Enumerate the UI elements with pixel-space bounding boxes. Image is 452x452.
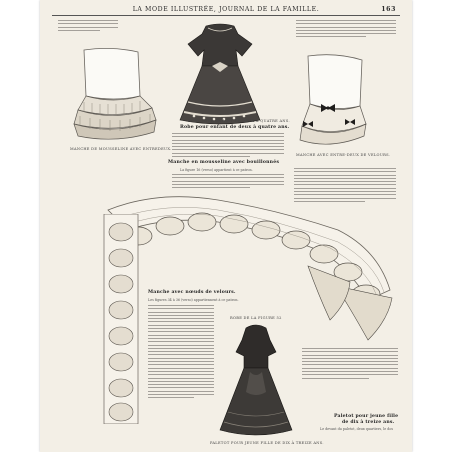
velours-sleeve-illustration [280, 52, 380, 152]
lace-sleeve-strip-illustration [98, 214, 144, 424]
text-column-top-right [296, 20, 396, 40]
heading-robe: Robe pour enfant de deux à quatre ans. [180, 125, 290, 130]
heading-manche-mousseline: Manche en mousseline avec bouillonnés [168, 160, 280, 165]
heading-manche-velours: Manche avec nœuds de velours. [148, 290, 236, 295]
text-manche-mousseline [172, 174, 284, 190]
heading-paletot: Paletot pour jeune fille [334, 414, 399, 419]
text-robe [172, 133, 284, 159]
caption-sleeve-right: MANCHE AVEC ENTRE-DEUX DE VELOURS. [296, 153, 391, 157]
mousseline-sleeve-illustration [66, 46, 162, 144]
text-manche-velours [148, 305, 214, 401]
magazine-page [40, 0, 412, 452]
subheading-manche-mousseline: La figure 16 (verso) appartient à ce patron. [180, 168, 253, 172]
text-column-bottom-right [302, 348, 398, 381]
caption-dress-bottom-top: ROBE DE LA FIGURE 52 [230, 316, 282, 320]
caption-dress-top: ROBE POUR ENFANT DE DEUX À QUATRE ANS. [188, 119, 290, 123]
header-rule [52, 15, 400, 16]
caption-dress-bottom: PALETOT POUR JEUNE FILLE DE DIX À TREIZE ANS. [210, 441, 324, 445]
heading-paletot-sub: de dix à treize ans. [342, 420, 395, 425]
caption-sleeve-left: MANCHE DE MOUSSELINE AVEC ENTREDEUX. [70, 147, 172, 151]
paletot-dress-illustration [216, 322, 296, 440]
text-column-top-left [58, 20, 118, 33]
subheading-manche-velours: Les figures 34 à 36 (verso) appartiennent à ce patron. [148, 298, 239, 302]
child-dress-illustration [168, 22, 272, 126]
page-number: 163 [381, 6, 396, 13]
subheading-paletot: Le devant du paletot, deux quartiers, le dos [320, 427, 394, 431]
journal-title: LA MODE ILLUSTRÉE, JOURNAL DE LA FAMILLE. [132, 6, 320, 13]
